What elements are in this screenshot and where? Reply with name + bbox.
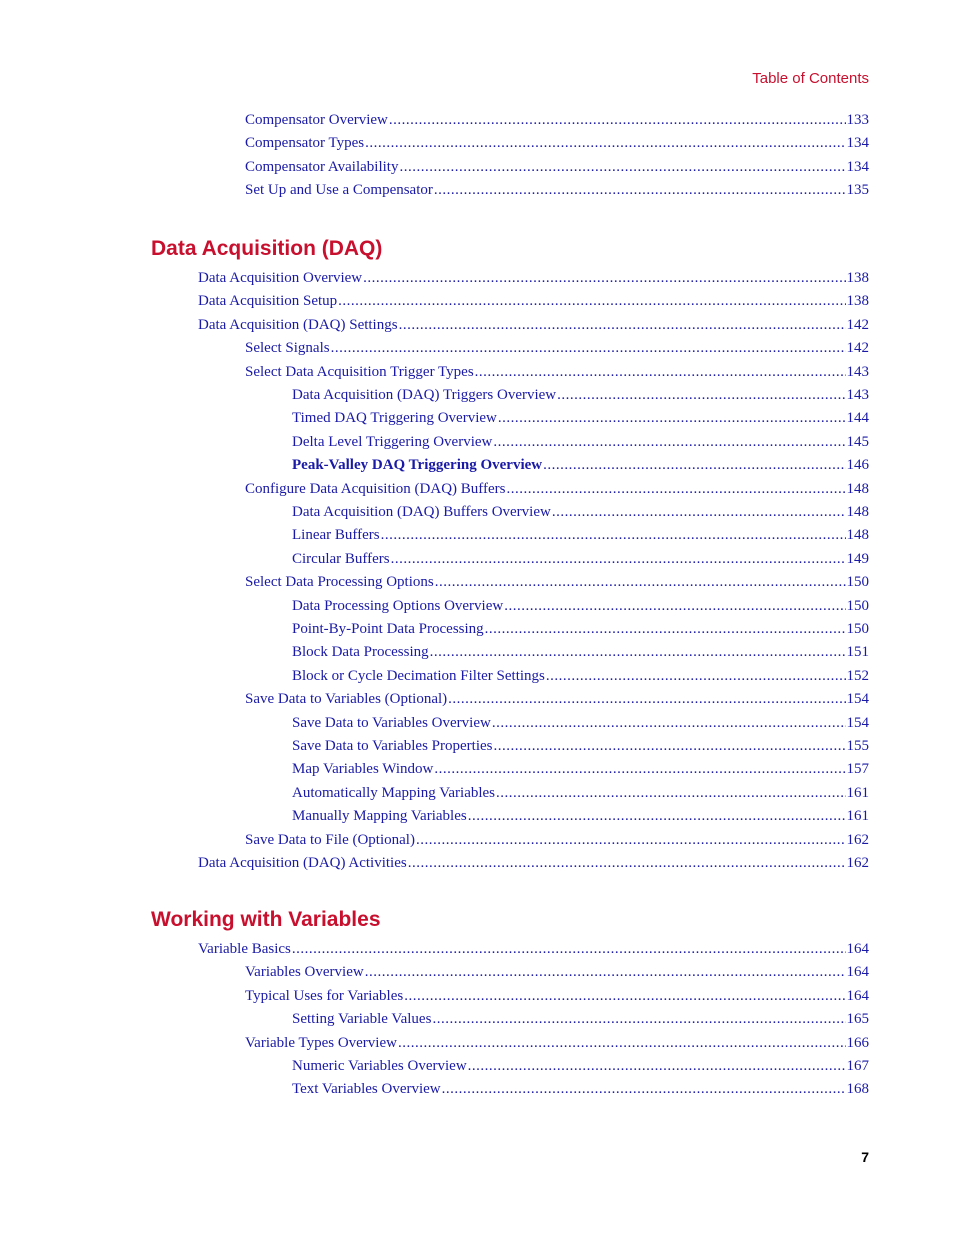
toc-entry-title: Select Signals <box>245 340 330 357</box>
toc-entry[interactable] <box>198 317 869 337</box>
toc-entry-title: Data Acquisition (DAQ) Settings <box>198 316 398 333</box>
toc-entry-page: 154 <box>846 714 869 731</box>
toc-dot-leader <box>404 988 845 1005</box>
toc-entry[interactable] <box>245 182 869 202</box>
toc-entry[interactable] <box>292 738 869 758</box>
toc-entry-title: Block or Cycle Decimation Filter Settings <box>292 667 545 684</box>
toc-entry-title: Data Acquisition (DAQ) Triggers Overview <box>292 387 557 403</box>
toc-dot-leader <box>552 504 846 521</box>
toc-dot-leader <box>363 270 845 287</box>
toc-entry-title: Data Acquisition Overview <box>198 270 363 286</box>
toc-entry-page: 145 <box>846 433 869 450</box>
toc-entry[interactable] <box>292 644 869 664</box>
page-number: 7 <box>861 1149 869 1165</box>
toc-entry-page: 146 <box>846 457 869 474</box>
toc-entry-title: Save Data to File (Optional) <box>245 831 415 848</box>
toc-entry-page: 134 <box>846 135 869 152</box>
toc-entry-page: 142 <box>846 340 869 357</box>
toc-entry-title: Circular Buffers <box>292 550 390 567</box>
toc-entry-title: Save Data to Variables Properties <box>292 738 493 754</box>
toc-entry-title: Data Acquisition Setup <box>198 293 338 310</box>
toc-dot-leader <box>475 364 846 381</box>
toc-dot-leader <box>468 808 846 825</box>
toc-entry[interactable] <box>292 410 869 430</box>
toc-entry[interactable] <box>292 808 869 828</box>
toc-entry-page: 164 <box>846 987 869 1004</box>
toc-entry-page: 149 <box>846 550 869 567</box>
toc-entry-page: 150 <box>846 574 869 591</box>
toc-entry-title: Variable Basics <box>198 941 291 957</box>
toc-entry[interactable] <box>198 941 869 961</box>
toc-entry-title: Typical Uses for Variables <box>245 987 404 1004</box>
toc-entry[interactable] <box>292 504 869 524</box>
toc-dot-leader <box>546 668 846 685</box>
toc-entry-title: Map Variables Window <box>292 761 434 778</box>
toc-entry-title: Manually Mapping Variables <box>292 808 467 825</box>
toc-entry-page: 148 <box>846 527 869 544</box>
toc-entry[interactable] <box>198 855 869 875</box>
toc-entry-title: Compensator Availability <box>245 158 399 175</box>
toc-dot-leader <box>399 317 846 334</box>
toc-dot-leader <box>391 551 846 568</box>
toc-entry-page: 157 <box>846 761 869 778</box>
toc-entry-page: 152 <box>846 667 869 684</box>
toc-entry-title: Select Data Processing Options <box>245 574 434 591</box>
toc-entry-page: 155 <box>846 738 869 754</box>
toc-entry[interactable] <box>292 457 869 477</box>
toc-entry-title: Set Up and Use a Compensator <box>245 182 433 199</box>
toc-entry-title: Point-By-Point Data Processing <box>292 621 484 637</box>
toc-entry-title: Text Variables Overview <box>292 1081 441 1098</box>
toc-dot-leader <box>338 293 845 310</box>
toc-dot-leader <box>408 855 846 872</box>
toc-entry-title: Timed DAQ Triggering Overview <box>292 410 497 427</box>
toc-entry-title: Variable Types Overview <box>245 1034 397 1051</box>
toc-entry[interactable] <box>292 715 869 735</box>
toc-dot-leader <box>389 112 846 129</box>
toc-entry-title: Block Data Processing <box>292 644 429 661</box>
toc-dot-leader <box>504 598 845 615</box>
toc-dot-leader <box>365 964 846 981</box>
toc-entry[interactable] <box>245 481 869 501</box>
toc-dot-leader <box>331 340 846 357</box>
toc-dot-leader <box>493 434 845 451</box>
toc-entry-page: 150 <box>846 621 869 637</box>
running-header: Table of Contents <box>752 70 869 87</box>
toc-dot-leader <box>507 481 846 498</box>
toc-entry[interactable] <box>292 1011 869 1031</box>
toc-entry[interactable] <box>245 135 869 155</box>
toc-entry[interactable] <box>292 668 869 688</box>
toc-dot-leader <box>494 738 846 755</box>
toc-entry[interactable] <box>245 112 869 132</box>
toc-entry[interactable] <box>292 761 869 781</box>
toc-entry-title: Select Data Acquisition Trigger Types <box>245 363 474 380</box>
toc-entry-title: Linear Buffers <box>292 527 380 544</box>
toc-entry-page: 133 <box>846 112 869 128</box>
toc-entry-title: Setting Variable Values <box>292 1011 432 1028</box>
toc-entry[interactable] <box>292 434 869 454</box>
toc-dot-leader <box>543 457 845 474</box>
toc-entry-page: 161 <box>846 808 869 825</box>
toc-entry-page: 138 <box>846 270 869 286</box>
toc-entry-page: 154 <box>846 691 869 708</box>
toc-entry-page: 168 <box>846 1081 869 1098</box>
toc-entry-page: 162 <box>846 831 869 848</box>
toc-entry-title: Peak-Valley DAQ Triggering Overview <box>292 457 543 474</box>
toc-entry[interactable] <box>292 387 869 407</box>
toc-entry-page: 166 <box>846 1034 869 1051</box>
toc-entry-title: Data Acquisition (DAQ) Activities <box>198 855 407 871</box>
toc-dot-leader <box>485 621 846 638</box>
toc-entry-title: Save Data to Variables (Optional) <box>245 691 448 708</box>
toc-entry[interactable] <box>245 691 869 711</box>
toc-entry-page: 148 <box>846 504 869 520</box>
toc-entry[interactable] <box>198 270 869 290</box>
toc-entry-title: Data Acquisition (DAQ) Buffers Overview <box>292 504 551 520</box>
toc-entry-page: 144 <box>846 410 869 427</box>
toc-dot-leader <box>398 1035 846 1052</box>
toc-entry-page: 150 <box>846 597 869 614</box>
toc-dot-leader <box>432 1011 845 1028</box>
toc-dot-leader <box>448 691 845 708</box>
toc-dot-leader <box>498 410 846 427</box>
toc-entry-page: 134 <box>846 158 869 175</box>
toc-entry[interactable] <box>292 785 869 805</box>
toc-entry[interactable] <box>292 1058 869 1078</box>
toc-entry-title: Data Processing Options Overview <box>292 597 504 614</box>
toc-entry[interactable] <box>245 832 869 852</box>
toc-entry-page: 142 <box>846 316 869 333</box>
toc-entry-title: Compensator Types <box>245 135 365 152</box>
toc-entry-title: Delta Level Triggering Overview <box>292 433 493 450</box>
toc-entry[interactable] <box>292 551 869 571</box>
toc-dot-leader <box>557 387 845 404</box>
toc-entry-page: 165 <box>846 1011 869 1028</box>
toc-dot-leader <box>492 715 846 732</box>
toc-entry-page: 143 <box>846 363 869 380</box>
toc-entry[interactable] <box>292 598 869 618</box>
toc-entry[interactable] <box>245 340 869 360</box>
toc-dot-leader <box>468 1058 846 1075</box>
toc-entry-page: 167 <box>846 1058 869 1074</box>
toc-entry-page: 148 <box>846 480 869 497</box>
toc-entry[interactable] <box>292 527 869 547</box>
toc-entry-title: Save Data to Variables Overview <box>292 714 491 731</box>
toc-dot-leader <box>399 159 845 176</box>
toc-entry[interactable] <box>245 364 869 384</box>
toc-entry[interactable] <box>245 159 869 179</box>
toc-entry-page: 164 <box>846 964 869 981</box>
toc-dot-leader <box>365 135 845 152</box>
section-heading-daq: Data Acquisition (DAQ) <box>151 237 383 260</box>
toc-entry[interactable] <box>292 1081 869 1101</box>
toc-entry[interactable] <box>245 574 869 594</box>
toc-entry-page: 135 <box>846 182 869 199</box>
toc-entry-title: Variables Overview <box>245 964 364 981</box>
toc-entry-page: 138 <box>846 293 869 310</box>
toc-dot-leader <box>435 574 846 591</box>
toc-entry-title: Numeric Variables Overview <box>292 1058 467 1074</box>
toc-dot-leader <box>442 1081 846 1098</box>
toc-entry-page: 164 <box>846 941 869 957</box>
section-heading-variables: Working with Variables <box>151 908 381 931</box>
toc-dot-leader <box>434 761 845 778</box>
toc-entry-page: 151 <box>846 644 869 661</box>
toc-entry-page: 143 <box>846 387 869 403</box>
toc-entry-title: Automatically Mapping Variables <box>292 784 496 801</box>
toc-entry-title: Compensator Overview <box>245 112 388 128</box>
toc-dot-leader <box>292 941 846 958</box>
toc-dot-leader <box>381 527 846 544</box>
toc-entry[interactable] <box>245 1035 869 1055</box>
toc-entry-page: 162 <box>846 855 869 871</box>
toc-entry[interactable] <box>198 293 869 313</box>
toc-entry-title: Configure Data Acquisition (DAQ) Buffers <box>245 480 506 497</box>
toc-dot-leader <box>416 832 846 849</box>
toc-entry[interactable] <box>245 988 869 1008</box>
toc-entry[interactable] <box>292 621 869 641</box>
toc-entry[interactable] <box>245 964 869 984</box>
toc-dot-leader <box>434 182 846 199</box>
toc-entry-page: 161 <box>846 784 869 801</box>
toc-dot-leader <box>496 785 845 802</box>
toc-dot-leader <box>430 644 846 661</box>
